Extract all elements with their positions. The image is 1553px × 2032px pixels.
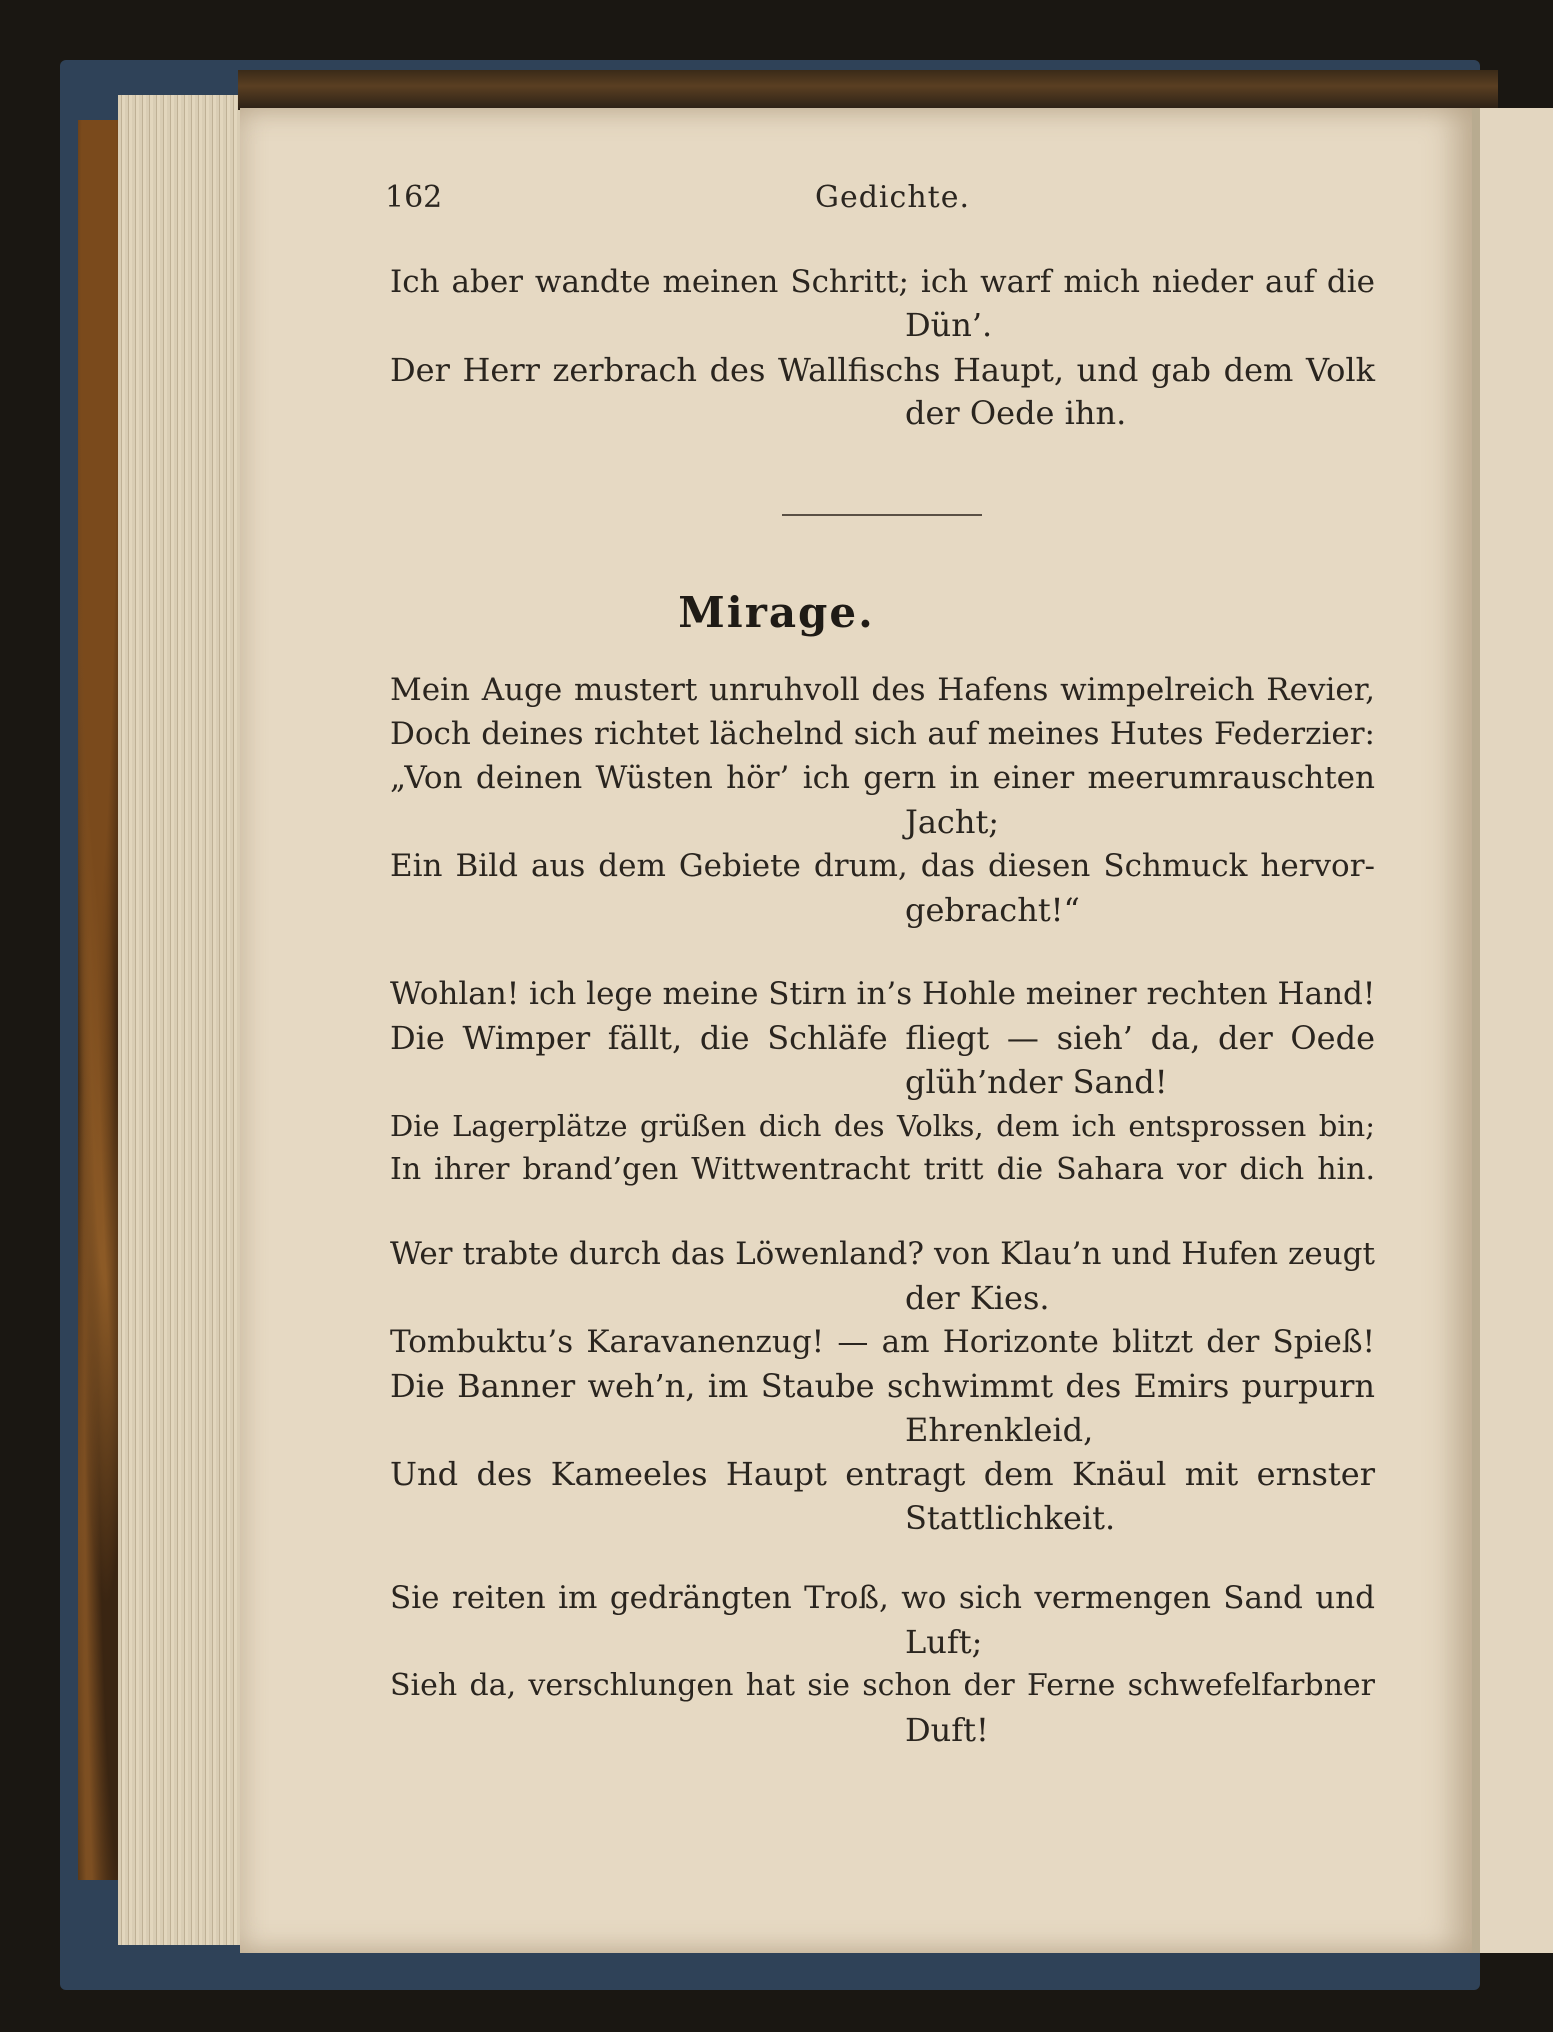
section-divider: [782, 514, 982, 516]
verse-line: „Von deinen Wüsten hör’ ich gern in einer meerumrauschten: [390, 760, 1375, 796]
verse-line: Wer trabte durch das Löwenland? von Klau’n und Hufen zeugt: [390, 1236, 1375, 1272]
verse-line: Ich aber wandte meinen Schritt; ich warf mich nieder auf die: [390, 264, 1375, 300]
facing-page-edge: [1472, 108, 1553, 1953]
page-edges: [118, 95, 253, 1945]
verse-line: Mein Auge mustert unruhvoll des Hafens wimpelreich Revier,: [390, 672, 1375, 708]
verse-continuation: Dün’.: [905, 306, 993, 344]
verse-line: Der Herr zerbrach des Wallfischs Haupt, und gab dem Volk: [390, 351, 1375, 389]
verse-line: Wohlan! ich lege meine Stirn in’s Hohle meiner rechten Hand!: [390, 976, 1376, 1012]
top-page-edge: [238, 70, 1498, 110]
verse-continuation: der Kies.: [905, 1279, 1050, 1317]
verse-line: Und des Kameeles Haupt entragt dem Knäul mit ernster: [390, 1455, 1375, 1493]
verse-continuation: Jacht;: [905, 803, 1000, 841]
running-head: Gedichte.: [815, 180, 970, 215]
verse-line: In ihrer brand’gen Wittwentracht tritt die Sahara vor dich hin.: [390, 1152, 1375, 1187]
verse-line: Tombuktu’s Karavanenzug! — am Horizonte blitzt der Spieß!: [390, 1324, 1375, 1360]
verse-line: Ein Bild aus dem Gebiete drum, das diesen Schmuck hervor-: [390, 848, 1375, 884]
verse-line: Sieh da, verschlungen hat sie schon der Ferne schwefelfarbner: [390, 1668, 1375, 1703]
verse-continuation: gebracht!“: [905, 891, 1080, 929]
verse-continuation: Stattlichkeit.: [905, 1499, 1116, 1537]
verse-line: Die Banner weh’n, im Staube schwimmt des Emirs purpurn: [390, 1367, 1375, 1405]
verse-line: Sie reiten im gedrängten Troß, wo sich vermengen Sand und: [390, 1580, 1375, 1616]
verse-continuation: Luft;: [905, 1623, 983, 1661]
verse-continuation: glüh’nder Sand!: [905, 1063, 1168, 1101]
verse-continuation: Ehrenkleid,: [905, 1411, 1094, 1449]
verse-continuation: Duft!: [905, 1711, 989, 1749]
verse-line: Die Wimper fällt, die Schläfe fliegt — sieh’ da, der Oede: [390, 1019, 1375, 1057]
verse-line: Die Lagerplätze grüßen dich des Volks, dem ich entsprossen bin;: [390, 1109, 1375, 1143]
page-number: 162: [385, 180, 443, 215]
verse-continuation: der Oede ihn.: [905, 394, 1127, 432]
verse-line: Doch deines richtet lächelnd sich auf meines Hutes Federzier:: [390, 716, 1375, 752]
poem-title: Mirage.: [678, 588, 875, 637]
